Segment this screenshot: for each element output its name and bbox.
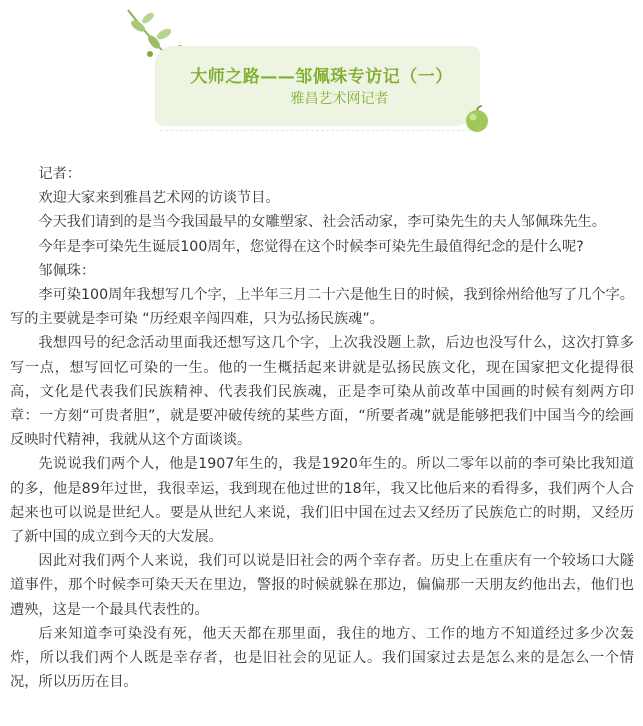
paragraph: 李可染100周年我想写几个字，上半年三月二十六是他生日的时候，我到徐州给他写了几个字。写的主要就是李可染 “历经艰辛闯四难，只为弘扬民族魂”。 [10, 287, 634, 328]
paragraph: 记者： [38, 166, 81, 182]
paragraph: 我想四号的纪念活动里面我还想写这几个字，上次我没题上款，后边也没写什么，这次打算多写一点，想写回忆可染的一生。他的一生概括起来讲就是弘扬民族文化，现在国家把文化提得很高，文化是代表我们民族精神、代表我们民族魂，正是李可染从前改革中国画的时候有刻两方印章：一方刻“可贵者胆”，就是要冲破传统的某些方面，“所要者魂”就是能够把我们中国当今的绘画反映时代精神，我就从这个方面谈谈。 [10, 335, 634, 449]
paragraph: 邹佩珠： [38, 262, 96, 279]
paragraph: 今天我们请到的是当今我国最早的女雕塑家、社会活动家，李可染先生的夫人邹佩珠先生。 [38, 214, 606, 231]
paragraph: 后来知道李可染没有死，他天天都在那里面，我住的地方、工作的地方不知道经过多少次轰炸，所以我们两个人既是幸存者，也是旧社会的见证人。我们国家过去是怎么来的是怎么一个情况，所以历历在目。 [10, 625, 634, 691]
paragraph: 因此对我们两个人来说，我们可以说是旧社会的两个幸存者。历史上在重庆有一个较场口大隧道事件，那个时候李可染天天在里边，警报的时候就躲在那边，偏偏那一天朋友约他出去，他们也遭殃，这是一个最具代表性的。 [10, 553, 634, 618]
article-author: 雅昌艺术网记者 [290, 91, 389, 107]
paragraph: 欢迎大家来到雅昌艺术网的访谈节目。 [38, 190, 280, 207]
article-body [10, 162, 634, 694]
article-header [0, 0, 643, 150]
paragraph: 先说说我们两个人，他是1907年生的，我是1920年生的。所以二零年以前的李可染比我知道的多，他是89年过世，我很幸运，我到现在他过世的18年，我又比他后来的看得多，我们两个人合起来也可以说是世纪人。要是从世纪人来说，我们旧中国在过去又经历了民族危亡的时期，又经历了新中国的成立到今天的大发展。 [10, 456, 634, 546]
article-title: 大师之路——邹佩珠专访记（一） [190, 67, 453, 87]
divider [160, 130, 480, 131]
green-apple-icon [462, 104, 492, 134]
paragraph: 今年是李可染先生诞辰100周年，您觉得在这个时候李可染先生最值得纪念的是什么呢? [38, 238, 584, 255]
